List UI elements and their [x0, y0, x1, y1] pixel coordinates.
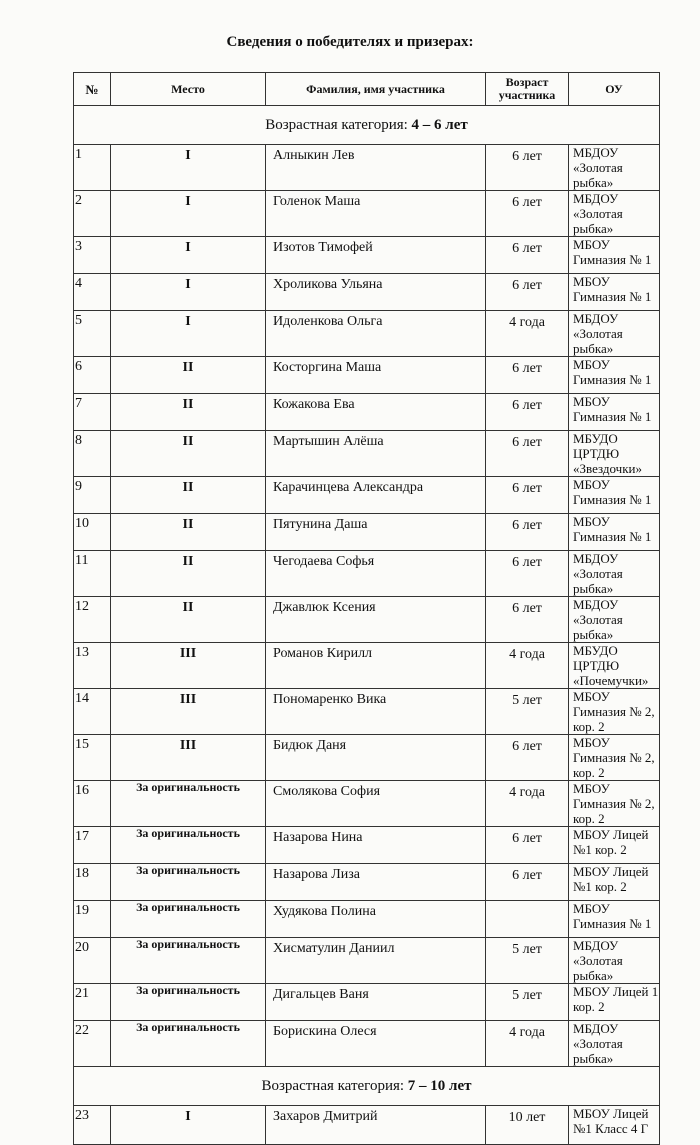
row-number: 7	[74, 394, 111, 431]
row-name: Худякова Полина	[266, 901, 486, 938]
row-number: 12	[74, 597, 111, 643]
page-title: Сведения о победителях и призерах:	[226, 34, 474, 50]
table-row	[74, 781, 660, 827]
row-school: МБУДО ЦРТДЮ «Звездочки»	[569, 431, 660, 477]
row-number: 23	[74, 1106, 111, 1145]
row-name: Дигальцев Ваня	[266, 984, 486, 1021]
row-number: 18	[74, 864, 111, 901]
table-row	[74, 938, 660, 984]
header-num: №	[74, 73, 111, 106]
results-table	[73, 72, 660, 1145]
row-place: II	[111, 431, 266, 477]
row-school: МБОУ Гимназия № 2, кор. 2	[569, 781, 660, 827]
row-school: МБОУ Гимназия № 1	[569, 237, 660, 274]
row-number: 20	[74, 938, 111, 984]
row-number: 4	[74, 274, 111, 311]
row-name: Хроликова Ульяна	[266, 274, 486, 311]
row-place: II	[111, 514, 266, 551]
row-number: 21	[74, 984, 111, 1021]
row-place: II	[111, 394, 266, 431]
row-name: Захаров Дмитрий	[266, 1106, 486, 1145]
row-place: I	[111, 274, 266, 311]
category-label: Возрастная категория: 7 – 10 лет	[74, 1067, 660, 1106]
row-school: МБОУ Гимназия № 2, кор. 2	[569, 735, 660, 781]
row-name: Косторгина Маша	[266, 357, 486, 394]
row-name: Романов Кирилл	[266, 643, 486, 689]
row-school: МБОУ Лицей №1 Класс 4 Г	[569, 1106, 660, 1145]
table-row	[74, 477, 660, 514]
row-age: 6 лет	[486, 394, 569, 431]
row-age: 6 лет	[486, 274, 569, 311]
table-row	[74, 357, 660, 394]
row-place: I	[111, 145, 266, 191]
row-age: 6 лет	[486, 357, 569, 394]
table-row	[74, 1021, 660, 1067]
category-label: Возрастная категория: 4 – 6 лет	[74, 106, 660, 145]
row-school: МБОУ Лицей №1 кор. 2	[569, 827, 660, 864]
row-number: 5	[74, 311, 111, 357]
row-place: I	[111, 237, 266, 274]
row-name: Борискина Олеся	[266, 1021, 486, 1067]
row-name: Идоленкова Ольга	[266, 311, 486, 357]
row-age: 6 лет	[486, 735, 569, 781]
row-name: Бидюк Даня	[266, 735, 486, 781]
table-row	[74, 597, 660, 643]
row-name: Голенок Маша	[266, 191, 486, 237]
row-school: МБОУ Гимназия № 1	[569, 514, 660, 551]
header-place: Место	[111, 73, 266, 106]
table-row	[74, 551, 660, 597]
header-row	[74, 73, 660, 106]
row-name: Изотов Тимофей	[266, 237, 486, 274]
row-age: 5 лет	[486, 938, 569, 984]
row-age: 6 лет	[486, 864, 569, 901]
row-place: За оригинальность	[111, 901, 266, 938]
row-name: Пономаренко Вика	[266, 689, 486, 735]
row-age: 6 лет	[486, 827, 569, 864]
row-age: 4 года	[486, 781, 569, 827]
row-school: МБОУ Гимназия № 1	[569, 901, 660, 938]
row-school: МБДОУ «Золотая рыбка»	[569, 938, 660, 984]
header-name: Фамилия, имя участника	[266, 73, 486, 106]
table-row	[74, 827, 660, 864]
row-name: Чегодаева Софья	[266, 551, 486, 597]
row-age: 4 года	[486, 1021, 569, 1067]
table-row	[74, 864, 660, 901]
row-age: 6 лет	[486, 551, 569, 597]
row-school: МБОУ Гимназия № 1	[569, 274, 660, 311]
row-number: 16	[74, 781, 111, 827]
row-place: I	[111, 191, 266, 237]
row-name: Пятунина Даша	[266, 514, 486, 551]
row-age: 6 лет	[486, 514, 569, 551]
row-age	[486, 901, 569, 938]
row-age: 6 лет	[486, 597, 569, 643]
row-place: III	[111, 735, 266, 781]
table-row	[74, 191, 660, 237]
row-place: За оригинальность	[111, 827, 266, 864]
row-age: 6 лет	[486, 191, 569, 237]
category-row	[74, 106, 660, 145]
row-name: Джавлюк Ксения	[266, 597, 486, 643]
row-place: II	[111, 357, 266, 394]
row-place: III	[111, 689, 266, 735]
row-place: II	[111, 551, 266, 597]
table-row	[74, 311, 660, 357]
row-number: 9	[74, 477, 111, 514]
table-row	[74, 689, 660, 735]
table-row	[74, 1106, 660, 1145]
table-row	[74, 274, 660, 311]
row-school: МБДОУ «Золотая рыбка»	[569, 597, 660, 643]
row-place: За оригинальность	[111, 938, 266, 984]
row-name: Карачинцева Александра	[266, 477, 486, 514]
row-name: Хисматулин Даниил	[266, 938, 486, 984]
row-place: За оригинальность	[111, 864, 266, 901]
row-place: За оригинальность	[111, 781, 266, 827]
row-place: За оригинальность	[111, 984, 266, 1021]
row-school: МБОУ Лицей №1 кор. 2	[569, 864, 660, 901]
row-school: МБДОУ «Золотая рыбка»	[569, 191, 660, 237]
row-school: МБДОУ «Золотая рыбка»	[569, 145, 660, 191]
row-school: МБОУ Гимназия № 1	[569, 357, 660, 394]
row-number: 10	[74, 514, 111, 551]
row-school: МБОУ Гимназия № 2, кор. 2	[569, 689, 660, 735]
row-place: I	[111, 311, 266, 357]
row-number: 3	[74, 237, 111, 274]
row-number: 14	[74, 689, 111, 735]
header-ou: ОУ	[569, 73, 660, 106]
row-name: Мартышин Алёша	[266, 431, 486, 477]
row-school: МБДОУ «Золотая рыбка»	[569, 1021, 660, 1067]
table-row	[74, 431, 660, 477]
row-number: 13	[74, 643, 111, 689]
table-row	[74, 145, 660, 191]
row-place: II	[111, 477, 266, 514]
row-name: Кожакова Ева	[266, 394, 486, 431]
row-number: 22	[74, 1021, 111, 1067]
row-age: 6 лет	[486, 431, 569, 477]
row-school: МБОУ Гимназия № 1	[569, 394, 660, 431]
table-row	[74, 735, 660, 781]
table-row	[74, 237, 660, 274]
table-row	[74, 901, 660, 938]
row-age: 4 года	[486, 643, 569, 689]
row-age: 4 года	[486, 311, 569, 357]
table-row	[74, 984, 660, 1021]
row-place: I	[111, 1106, 266, 1145]
row-number: 19	[74, 901, 111, 938]
row-name: Назарова Лиза	[266, 864, 486, 901]
row-school: МБДОУ «Золотая рыбка»	[569, 311, 660, 357]
row-place: II	[111, 597, 266, 643]
table-row	[74, 643, 660, 689]
row-school: МБОУ Гимназия № 1	[569, 477, 660, 514]
row-number: 17	[74, 827, 111, 864]
row-number: 2	[74, 191, 111, 237]
row-number: 8	[74, 431, 111, 477]
row-name: Алныкин Лев	[266, 145, 486, 191]
row-school: МБОУ Лицей 1 кор. 2	[569, 984, 660, 1021]
category-row	[74, 1067, 660, 1106]
row-number: 1	[74, 145, 111, 191]
row-age: 10 лет	[486, 1106, 569, 1145]
row-number: 15	[74, 735, 111, 781]
table-row	[74, 394, 660, 431]
row-place: III	[111, 643, 266, 689]
row-school: МБДОУ «Золотая рыбка»	[569, 551, 660, 597]
row-number: 6	[74, 357, 111, 394]
table-row	[74, 514, 660, 551]
row-age: 6 лет	[486, 477, 569, 514]
row-name: Назарова Нина	[266, 827, 486, 864]
row-age: 6 лет	[486, 145, 569, 191]
row-age: 5 лет	[486, 689, 569, 735]
row-age: 6 лет	[486, 237, 569, 274]
row-school: МБУДО ЦРТДЮ «Почемучки»	[569, 643, 660, 689]
row-place: За оригинальность	[111, 1021, 266, 1067]
row-age: 5 лет	[486, 984, 569, 1021]
row-name: Смолякова София	[266, 781, 486, 827]
row-number: 11	[74, 551, 111, 597]
header-age: Возраст участника	[486, 73, 569, 106]
